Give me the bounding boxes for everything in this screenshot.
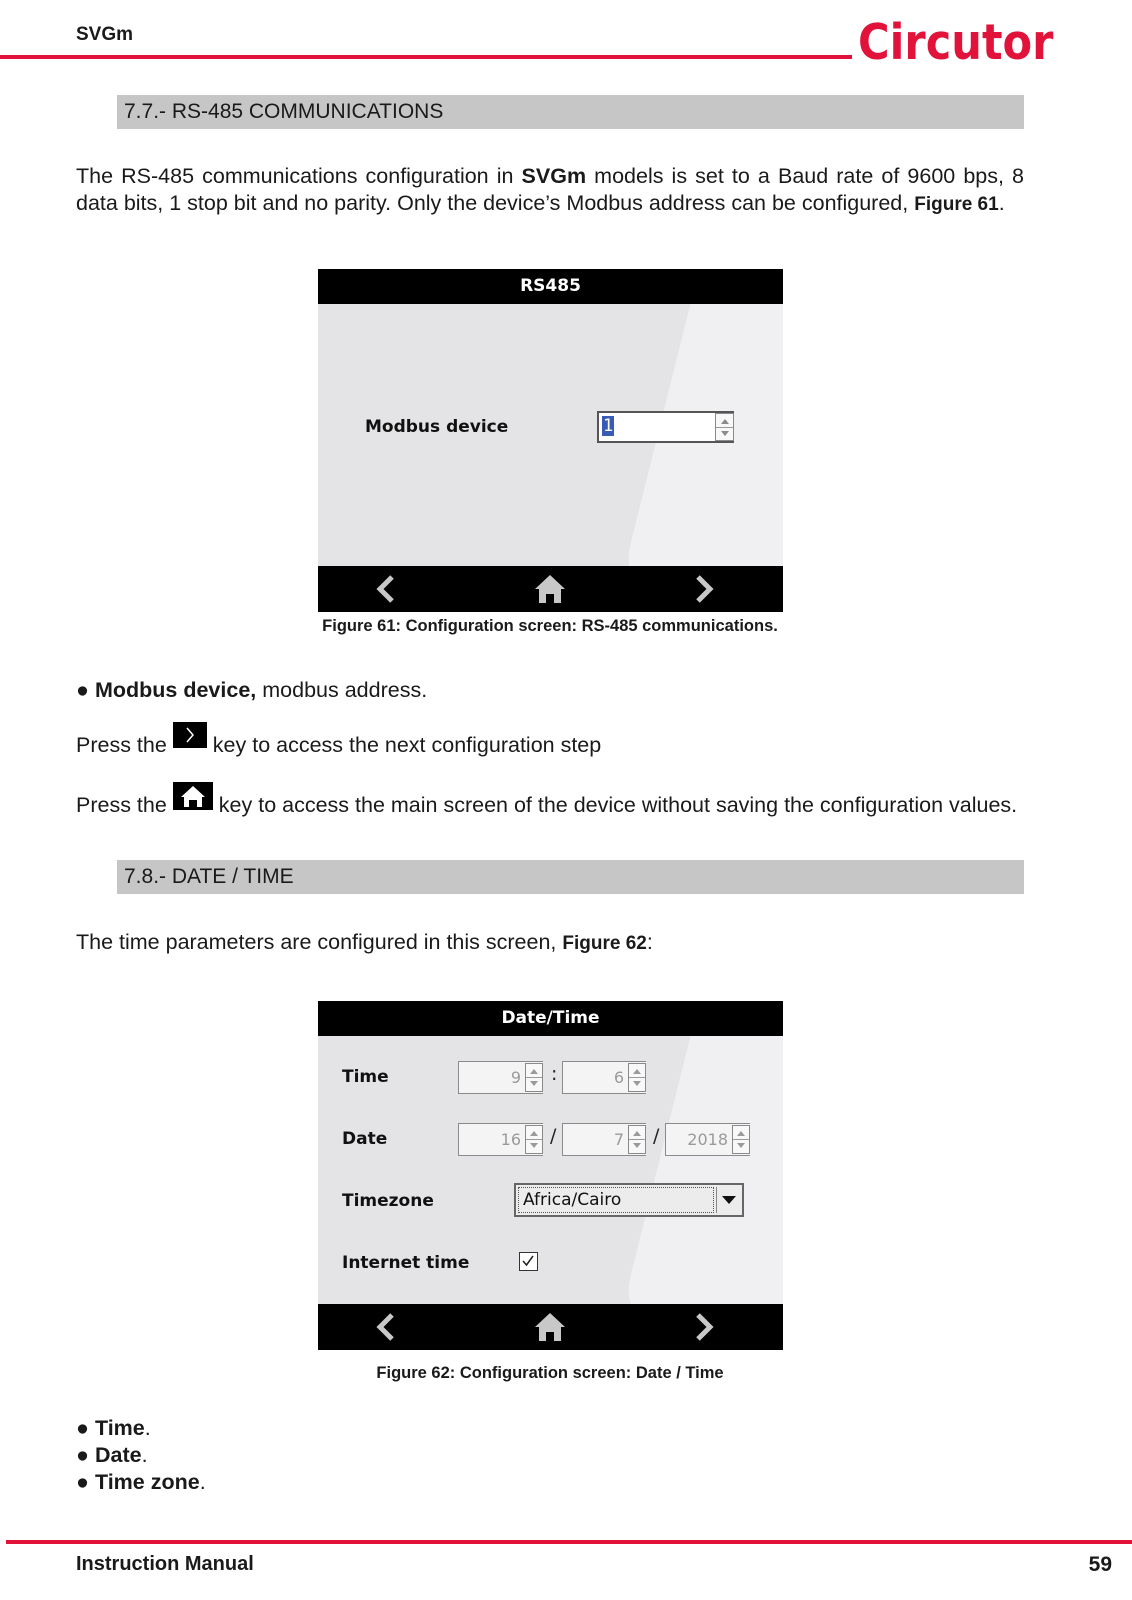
rs485-intro-paragraph [76, 163, 1024, 218]
header-rule [0, 55, 852, 59]
internet-time-checkbox[interactable] [519, 1252, 538, 1271]
circutor-logo: Circutor [858, 14, 1054, 71]
time-hour-value: 9 [510, 1068, 521, 1087]
date-year-field[interactable] [665, 1123, 750, 1156]
time-minute-field[interactable] [562, 1061, 646, 1094]
date-month-value: 7 [613, 1130, 624, 1149]
date-day-field[interactable] [458, 1123, 543, 1156]
screen-nav-bar [318, 566, 783, 612]
next-key-icon [173, 722, 207, 748]
datetime-intro-text: The time parameters are configured in this screen, [76, 930, 563, 954]
timezone-value: Africa/Cairo [523, 1190, 622, 1210]
modbus-device-input[interactable] [597, 411, 734, 443]
time-minute-stepper[interactable] [628, 1063, 646, 1092]
next-arrow-icon[interactable] [686, 572, 722, 606]
figure-61-caption: Figure 61: Configuration screen: RS-485 communications. [322, 617, 778, 635]
date-year-stepper[interactable] [732, 1125, 750, 1154]
chevron-down-icon[interactable] [716, 1187, 740, 1213]
modbus-bullet: ● Modbus device, modbus address. [76, 678, 428, 702]
screen-title: RS485 [318, 269, 783, 304]
home-icon[interactable] [532, 572, 568, 606]
press-next-text-1: Press the [76, 733, 167, 757]
time-bullet: ● Time. [76, 1416, 151, 1440]
back-arrow-icon[interactable] [368, 572, 404, 606]
footer-manual-label: Instruction Manual [76, 1553, 254, 1575]
modbus-device-label: Modbus device [365, 417, 509, 437]
modbus-bullet-bold: Modbus device, [94, 678, 257, 702]
press-home-text-1: Press the [76, 793, 167, 817]
press-home-text-2: key to access the main screen of the device without saving the configuration values. [218, 793, 1018, 817]
back-arrow-icon[interactable] [368, 1310, 404, 1344]
press-next-text-2: key to access the next configuration step [212, 733, 602, 757]
screen-nav-bar [318, 1304, 783, 1350]
press-home-paragraph [76, 782, 1024, 819]
modbus-device-stepper[interactable] [715, 413, 734, 441]
timezone-bullet: ● Time zone. [76, 1470, 206, 1494]
date-bullet: ● Date. [76, 1443, 148, 1467]
time-separator: : [551, 1063, 558, 1085]
timezone-bullet-bold: Time zone [94, 1470, 200, 1494]
time-minute-value: 6 [613, 1068, 624, 1087]
section-heading-rs485: 7.7.- RS-485 COMMUNICATIONS [117, 95, 1024, 129]
date-month-stepper[interactable] [628, 1125, 646, 1154]
datetime-config-screen [318, 1001, 783, 1350]
time-hour-stepper[interactable] [525, 1063, 543, 1092]
rs485-intro-model: SVGm [521, 164, 587, 188]
date-bullet-bold: Date [94, 1443, 142, 1467]
next-arrow-icon[interactable] [686, 1310, 722, 1344]
timezone-label: Timezone [342, 1191, 434, 1211]
date-separator-2: / [653, 1125, 660, 1147]
home-icon[interactable] [532, 1310, 568, 1344]
internet-time-label: Internet time [342, 1253, 470, 1273]
rs485-intro-end: . [998, 191, 1005, 215]
rs485-intro-text-2: models is set to a Baud rate of 9600 bps, 8 data bits, 1 stop bit and no parity. Only the device’s Modbus address can be configured, [76, 164, 1024, 215]
date-year-value: 2018 [687, 1130, 728, 1149]
header-model: SVGm [76, 24, 134, 45]
home-key-icon [173, 782, 213, 810]
modbus-bullet-text: modbus address. [256, 678, 428, 702]
checkmark-icon [520, 1253, 536, 1269]
time-label: Time [342, 1067, 389, 1087]
page-number: 59 [1088, 1553, 1112, 1576]
press-next-paragraph [76, 722, 1024, 759]
datetime-figure-ref: Figure 62 [562, 933, 647, 954]
datetime-intro-end: : [646, 930, 653, 954]
datetime-intro-paragraph [76, 929, 1024, 957]
date-separator-1: / [550, 1125, 557, 1147]
date-month-field[interactable] [562, 1123, 646, 1156]
rs485-figure-ref: Figure 61 [914, 194, 999, 215]
date-day-value: 16 [500, 1130, 521, 1149]
date-day-stepper[interactable] [525, 1125, 543, 1154]
date-label: Date [342, 1129, 388, 1149]
time-bullet-bold: Time [94, 1416, 145, 1440]
rs485-intro-text-1: The RS-485 communications configuration in [76, 164, 522, 188]
timezone-select[interactable] [514, 1183, 744, 1217]
section-heading-datetime: 7.8.- DATE / TIME [117, 860, 1024, 894]
footer-rule [6, 1540, 1132, 1544]
figure-62-caption: Figure 62: Configuration screen: Date / Time [376, 1364, 724, 1382]
modbus-device-value: 1 [603, 416, 614, 436]
screen-title: Date/Time [318, 1001, 783, 1036]
rs485-config-screen [318, 269, 783, 612]
time-hour-field[interactable] [458, 1061, 543, 1094]
